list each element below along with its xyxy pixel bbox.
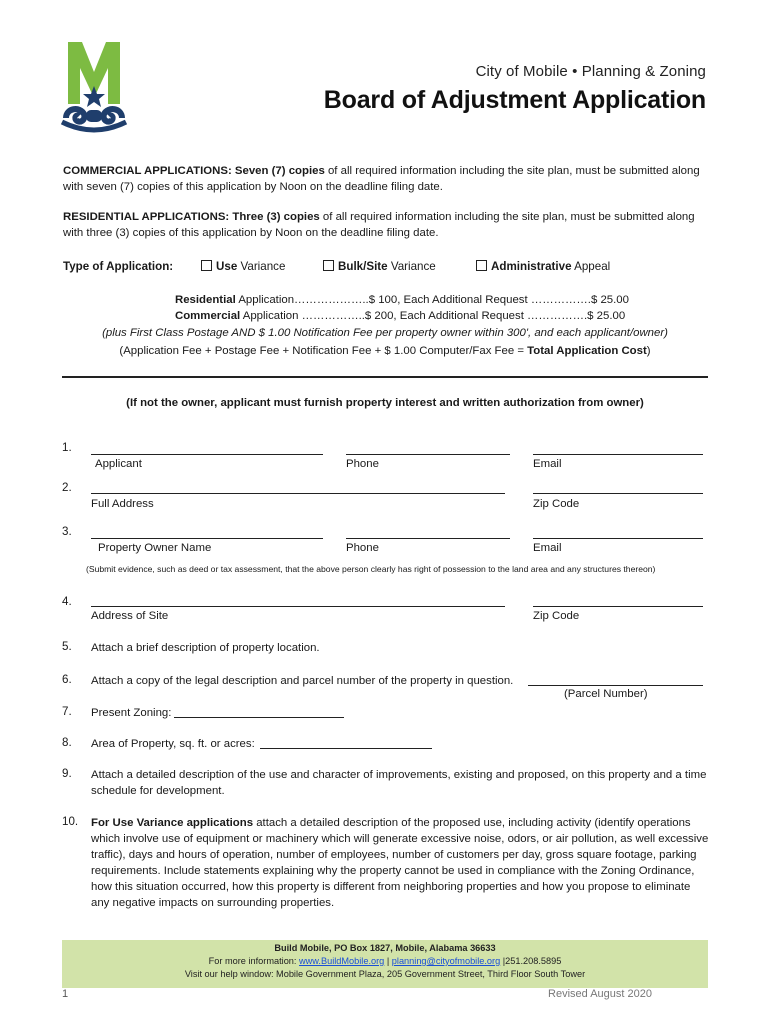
website-link[interactable]: www.BuildMobile.org bbox=[299, 956, 385, 966]
full-address-label: Full Address bbox=[91, 498, 154, 510]
item-6-text: Attach a copy of the legal description and parcel number of the property in question. bbox=[91, 675, 514, 687]
residential-text: of all required information including the site plan, must be submitted along with three (3) copies of this application by Noon on the deadline filing date. bbox=[63, 211, 695, 239]
page-number: 1 bbox=[62, 988, 69, 1000]
evidence-note: (Submit evidence, such as deed or tax assessment, that the above person clearly has right of possession to the land area and any structures thereon) bbox=[86, 564, 656, 574]
city-of-mobile-logo-icon bbox=[60, 42, 128, 134]
applicant-phone-input[interactable] bbox=[346, 454, 510, 455]
total-cost-bold: Total Application Cost bbox=[527, 345, 647, 357]
commercial-text: of all required information including the site plan, must be submitted along with seven (7) copies of this application by Noon on the deadline filing date. bbox=[63, 165, 700, 193]
email-link[interactable]: planning@cityofmobile.org bbox=[391, 956, 501, 966]
section-divider bbox=[62, 376, 708, 378]
owner-name-input[interactable] bbox=[91, 538, 323, 539]
residential-fee-bold: Residential bbox=[175, 294, 236, 306]
administrative-appeal-option[interactable] bbox=[476, 260, 610, 273]
administrative-appeal-checkbox[interactable] bbox=[476, 260, 487, 271]
field-number-3: 3. bbox=[62, 525, 72, 538]
use-variance-option[interactable] bbox=[201, 260, 285, 273]
applicant-email-label: Email bbox=[533, 458, 562, 470]
present-zoning-label: Present Zoning: bbox=[91, 707, 172, 719]
commercial-fee-text: Application ……………..$ 200, Each Additional Request …………….$ 25.00 bbox=[240, 310, 626, 322]
total-cost-line bbox=[0, 345, 770, 357]
applicant-label: Applicant bbox=[95, 458, 142, 470]
owner-phone-label: Phone bbox=[346, 542, 379, 554]
site-address-label: Address of Site bbox=[91, 610, 169, 622]
owner-email-input[interactable] bbox=[533, 538, 703, 539]
item-number-5: 5. bbox=[62, 640, 72, 653]
area-of-property-input[interactable] bbox=[260, 748, 432, 749]
contact-footer bbox=[62, 940, 708, 988]
administrative-label-bold: Administrative bbox=[491, 260, 572, 273]
bulk-site-label-bold: Bulk/Site bbox=[338, 260, 388, 273]
commercial-lead: COMMERCIAL APPLICATIONS: Seven (7) copies bbox=[63, 165, 325, 177]
footer-separator: | bbox=[384, 956, 392, 966]
item-9-text: Attach a detailed description of the use and character of improvements, existing and proposed, on this property and a time schedule for development. bbox=[91, 769, 707, 797]
field-number-2: 2. bbox=[62, 481, 72, 494]
owner-authorization-note: (If not the owner, applicant must furnish property interest and written authorization from owner) bbox=[126, 397, 644, 409]
item-10-text bbox=[91, 815, 711, 911]
footer-contact-line bbox=[62, 955, 708, 968]
zip-code-input[interactable] bbox=[533, 493, 703, 494]
site-zip-input[interactable] bbox=[533, 606, 703, 607]
item-5-text: Attach a brief description of property location. bbox=[91, 642, 320, 654]
use-variance-checkbox[interactable] bbox=[201, 260, 212, 271]
applicant-phone-label: Phone bbox=[346, 458, 379, 470]
owner-name-label: Property Owner Name bbox=[98, 542, 212, 554]
item-number-8: 8. bbox=[62, 736, 72, 749]
bulk-site-variance-option[interactable] bbox=[323, 260, 436, 273]
item-number-7: 7. bbox=[62, 705, 72, 718]
owner-email-label: Email bbox=[533, 542, 562, 554]
administrative-label: Appeal bbox=[571, 260, 611, 273]
applicant-input[interactable] bbox=[91, 454, 323, 455]
footer-info-prefix: For more information: bbox=[208, 956, 300, 966]
total-cost-suffix: ) bbox=[646, 345, 651, 357]
residential-fee-line bbox=[175, 294, 629, 306]
residential-lead: RESIDENTIAL APPLICATIONS: Three (3) copies bbox=[63, 211, 320, 223]
commercial-fee-bold: Commercial bbox=[175, 310, 241, 322]
item-number-10: 10. bbox=[62, 815, 79, 828]
postage-note: (plus First Class Postage AND $ 1.00 Notification Fee per property owner within 300', and each applicant/owner) bbox=[102, 327, 668, 339]
total-cost-prefix: (Application Fee + Postage Fee + Notification Fee + $ 1.00 Computer/Fax Fee = bbox=[119, 345, 528, 357]
residential-instructions bbox=[63, 209, 713, 241]
commercial-fee-line bbox=[175, 310, 625, 322]
item-10-bold: For Use Variance applications bbox=[91, 817, 254, 829]
bulk-site-label: Variance bbox=[387, 260, 436, 273]
item-number-6: 6. bbox=[62, 673, 72, 686]
site-address-input[interactable] bbox=[91, 606, 505, 607]
use-variance-label: Variance bbox=[237, 260, 286, 273]
item-10-body: attach a detailed description of the proposed use, including activity (identify operations which involve use of equipment or machinery which will generate excessive noise, odors, or air pollution, as well excessive traffic), days and hours of operation, number of employees, number of customers per day, gross square footage, parking requirements. Include statements explaining why the property cannot be used in compliance with the Zoning Ordinance, how this situation occurred, how this property is different from neighboring properties and how you propose to eliminate any negative impacts on surrounding properties. bbox=[91, 817, 709, 909]
revision-date: Revised August 2020 bbox=[548, 988, 652, 1000]
field-number-1: 1. bbox=[62, 441, 72, 454]
parcel-number-input[interactable] bbox=[528, 685, 703, 686]
footer-address: Build Mobile, PO Box 1827, Mobile, Alabama 36633 bbox=[274, 943, 496, 953]
page-title: Board of Adjustment Application bbox=[323, 86, 706, 114]
bulk-site-variance-checkbox[interactable] bbox=[323, 260, 334, 271]
applicant-email-input[interactable] bbox=[533, 454, 703, 455]
zip-code-label: Zip Code bbox=[533, 498, 580, 510]
footer-phone: |251.208.5895 bbox=[500, 956, 562, 966]
use-variance-label-bold: Use bbox=[216, 260, 238, 273]
item-number-9: 9. bbox=[62, 767, 72, 780]
header-city-department: City of Mobile • Planning & Zoning bbox=[475, 63, 706, 80]
owner-phone-input[interactable] bbox=[346, 538, 510, 539]
site-zip-label: Zip Code bbox=[533, 610, 580, 622]
commercial-instructions bbox=[63, 163, 713, 195]
field-number-4: 4. bbox=[62, 595, 72, 608]
present-zoning-input[interactable] bbox=[174, 717, 344, 718]
footer-help-window: Visit our help window: Mobile Government Plaza, 205 Government Street, Third Floor South Tower bbox=[184, 969, 586, 979]
type-of-application-label: Type of Application: bbox=[63, 260, 174, 273]
parcel-number-label: (Parcel Number) bbox=[564, 688, 648, 700]
residential-fee-text: Application………………..$ 100, Each Additional Request …………….$ 25.00 bbox=[235, 294, 629, 306]
area-of-property-label: Area of Property, sq. ft. or acres: bbox=[91, 738, 255, 750]
full-address-input[interactable] bbox=[91, 493, 505, 494]
